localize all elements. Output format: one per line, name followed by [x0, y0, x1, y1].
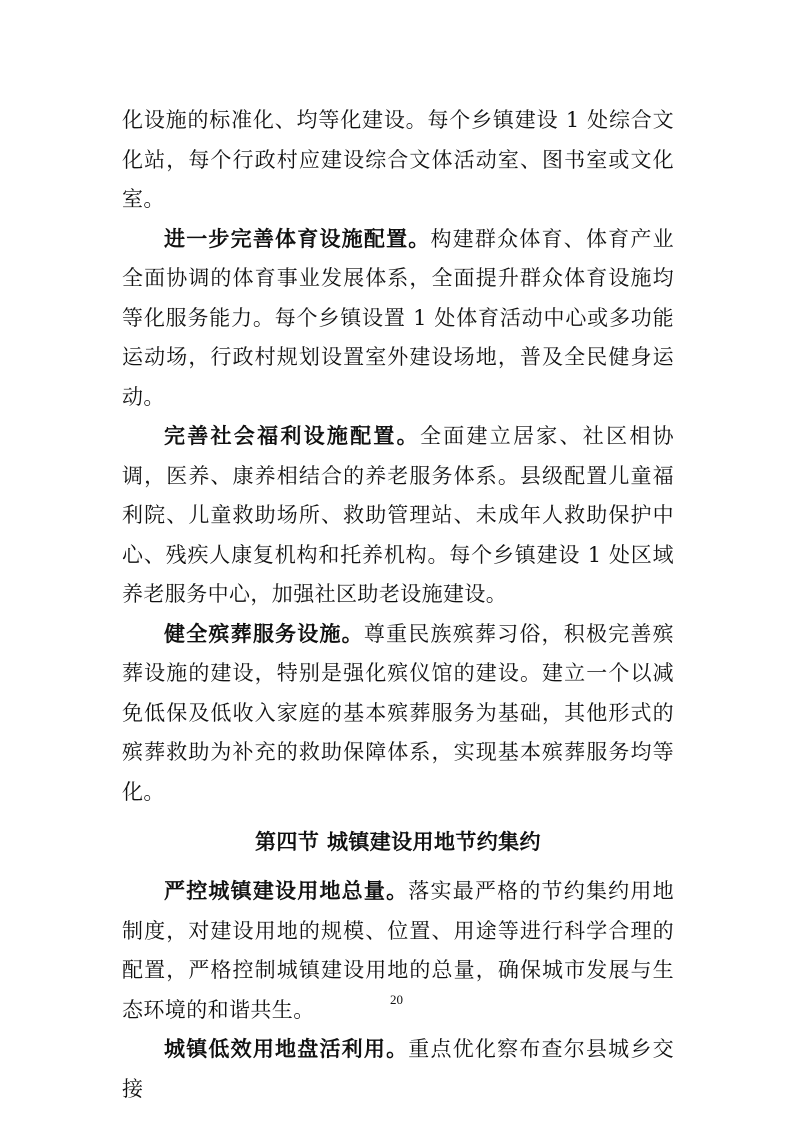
paragraph-sports-facilities — [122, 220, 674, 418]
paragraph-lead-heading: 进一步完善体育设施配置。 — [164, 226, 431, 251]
page-number: 20 — [390, 992, 403, 1007]
paragraph-lead-heading: 城镇低效用地盘活利用。 — [164, 1037, 409, 1061]
paragraph-inefficient-land-use — [122, 1030, 674, 1109]
paragraph-lead-heading: 健全殡葬服务设施。 — [164, 621, 364, 646]
page-content — [122, 101, 674, 1109]
paragraph-text: 化设施的标准化、均等化建设。每个乡镇建设 1 处综合文化站，每个行政村应建设综合文体活动室、图书室或文化室。 — [122, 108, 674, 211]
paragraph-cultural-facilities-continued — [122, 101, 674, 220]
section-heading: 第四节 城镇建设用地节约集约 — [255, 830, 541, 854]
paragraph-text: 落实最严格的节约集约用地制度，对建设用地的规模、位置、用途等进行科学合理的配置，严格控制城镇建设用地的总量，确保城市发展与生态环境的和谐共生。 — [122, 879, 674, 1022]
paragraph-text: 重点优化察布查尔县城乡交接 — [122, 1037, 674, 1101]
paragraph-funeral-services — [122, 615, 674, 813]
paragraph-text: 全面建立居家、社区相协调，医养、康养相结合的养老服务体系。县级配置儿童福利院、儿童救助场所、救助管理站、未成年人救助保护中心、残疾人康复机构和托养机构。每个乡镇建设 1 处区域养老服务中心，加强社区助老设施建设。 — [122, 424, 674, 606]
paragraph-text: 尊重民族殡葬习俗，积极完善殡葬设施的建设，特别是强化殡仪馆的建设。建立一个以减免低保及低收入家庭的基本殡葬服务为基础，其他形式的殡葬救助为补充的救助保障体系，实现基本殡葬服务均等化。 — [122, 621, 674, 804]
paragraph-text: 构建群众体育、体育产业全面协调的体育事业发展体系，全面提升群众体育设施均等化服务能力。每个乡镇设置 1 处体育活动中心或多功能运动场，行政村规划设置室外建设场地，普及全民健身运动。 — [122, 226, 674, 409]
paragraph-lead-heading: 严控城镇建设用地总量。 — [164, 879, 409, 903]
paragraph-social-welfare — [122, 417, 674, 615]
paragraph-lead-heading: 完善社会福利设施配置。 — [164, 424, 420, 448]
